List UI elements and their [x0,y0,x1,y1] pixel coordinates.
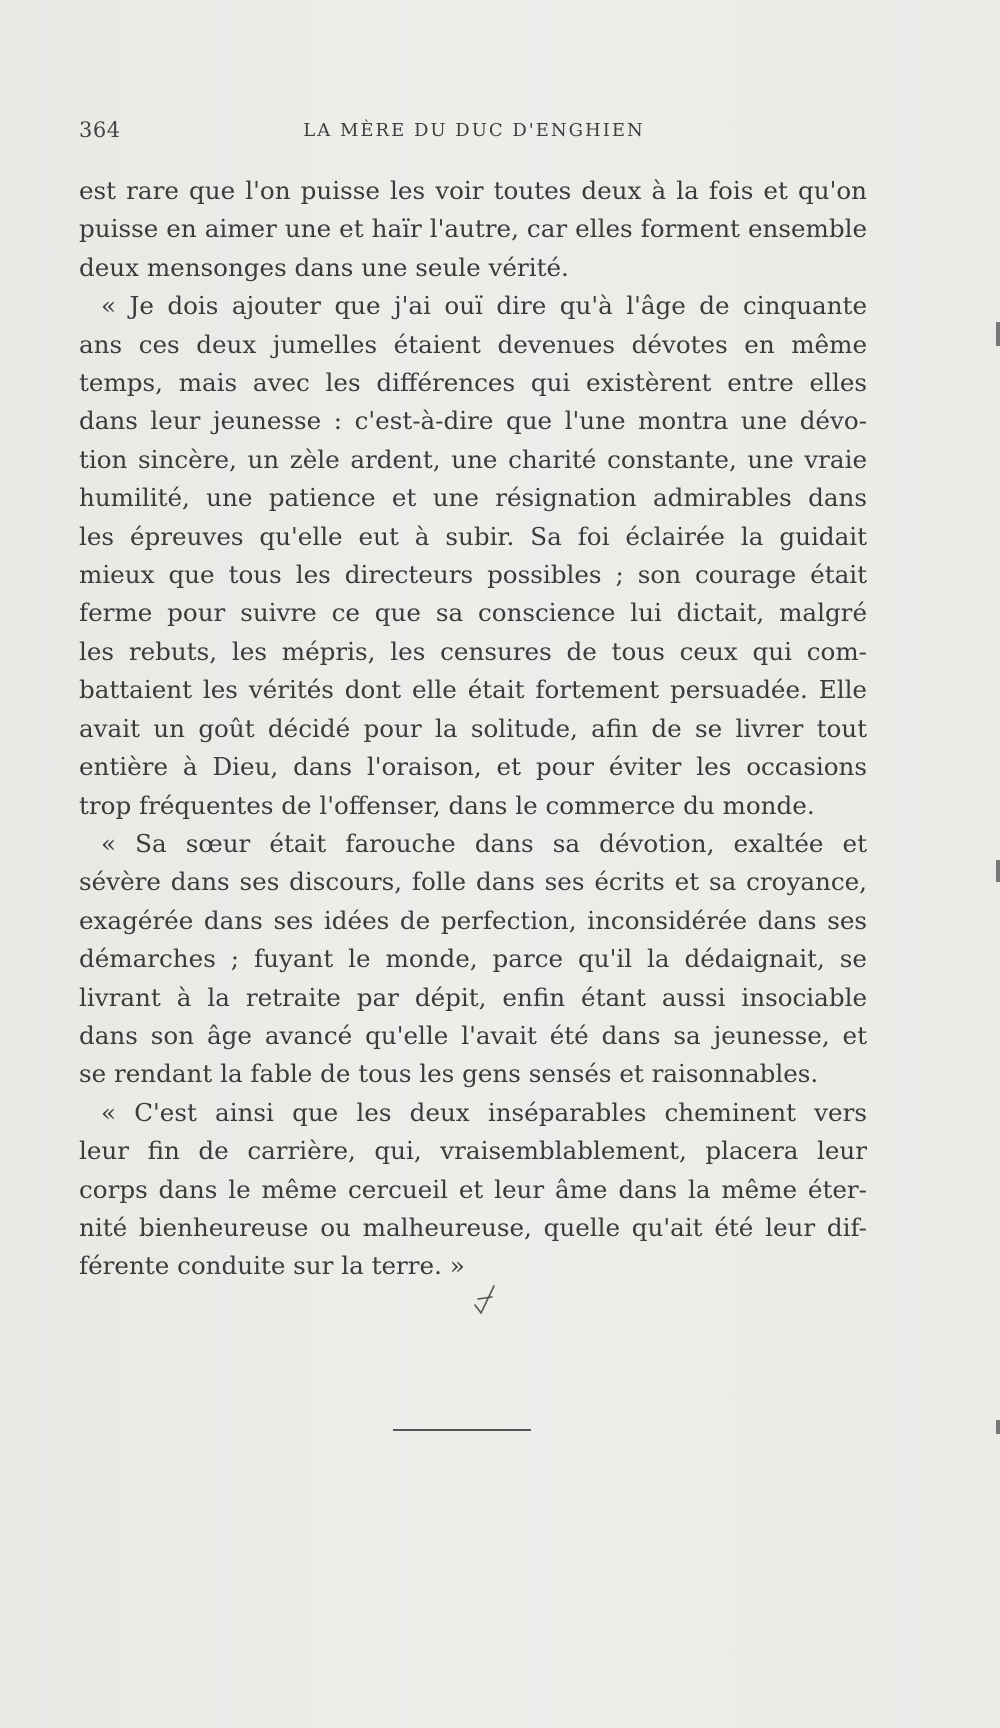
page-number: 364 [79,118,121,142]
text-line: férente conduite sur la terre. » [79,1251,465,1281]
text-line: « C'est ainsi que les deux inséparables cheminent vers [101,1097,867,1127]
body-text [79,172,867,1286]
text-line: leur fin de carrière, qui, vraisemblablement, placera leur [79,1136,867,1166]
text-line: nité bienheureuse ou malheureuse, quelle qu'ait été leur dif- [79,1212,867,1242]
text-line: les rebuts, les mépris, les censures de tous ceux qui com- [79,636,867,666]
text-line: trop fréquentes de l'offenser, dans le commerce du monde. [79,790,815,820]
text-line: dans leur jeunesse : c'est-à-dire que l'une montra une dévo- [79,406,867,436]
text-line: entière à Dieu, dans l'oraison, et pour éviter les occasions [79,752,867,782]
text-line: corps dans le même cercueil et leur âme dans la même éter- [79,1174,867,1204]
text-line: se rendant la fable de tous les gens sensés et raisonnables. [79,1059,819,1089]
page-edge-mark [996,322,1000,346]
text-line: puisse en aimer une et haïr l'autre, car elles forment ensemble [79,214,867,244]
paragraph-second-sister [79,825,867,1094]
paragraph-continuation [79,172,867,287]
paragraph-conclusion [79,1094,867,1286]
text-line: battaient les vérités dont elle était fortement persuadée. Elle [79,675,867,705]
text-line: livrant à la retraite par dépit, enfin étant aussi insociable [79,982,867,1012]
page-edge-mark [996,1420,1000,1434]
pencil-check-mark-icon [472,1283,498,1317]
text-line: sévère dans ses discours, folle dans ses écrits et sa croyance, [79,867,867,897]
paragraph-first-sister [79,287,867,825]
page-edge-mark [996,860,1000,882]
text-line: est rare que l'on puisse les voir toutes deux à la fois et qu'on [79,176,867,205]
page-header [79,118,869,148]
text-line: « Sa sœur était farouche dans sa dévotion, exaltée et [101,828,867,858]
text-line: démarches ; fuyant le monde, parce qu'il la dédaignait, se [79,944,867,974]
text-line: deux mensonges dans une seule vérité. [79,252,569,282]
text-line: avait un goût décidé pour la solitude, afin de se livrer tout [79,713,867,743]
running-title: LA MÈRE DU DUC D'ENGHIEN [303,120,645,141]
text-line: tion sincère, un zèle ardent, une charité constante, une vraie [79,444,867,474]
text-line: humilité, une patience et une résignation admirables dans [79,483,867,513]
text-line: exagérée dans ses idées de perfection, inconsidérée dans ses [79,905,867,935]
text-line: ans ces deux jumelles étaient devenues dévotes en même [79,329,867,359]
text-line: ferme pour suivre ce que sa conscience lui dictait, malgré [79,598,867,628]
text-line: les épreuves qu'elle eut à subir. Sa foi éclairée la guidait [79,521,867,551]
text-line: temps, mais avec les différences qui existèrent entre elles [79,368,867,398]
text-line: dans son âge avancé qu'elle l'avait été dans sa jeunesse, et [79,1020,867,1050]
end-of-chapter-rule [393,1429,531,1431]
text-line: mieux que tous les directeurs possibles ; son courage était [79,560,867,590]
text-line: « Je dois ajouter que j'ai ouï dire qu'à l'âge de cinquante [101,291,867,321]
